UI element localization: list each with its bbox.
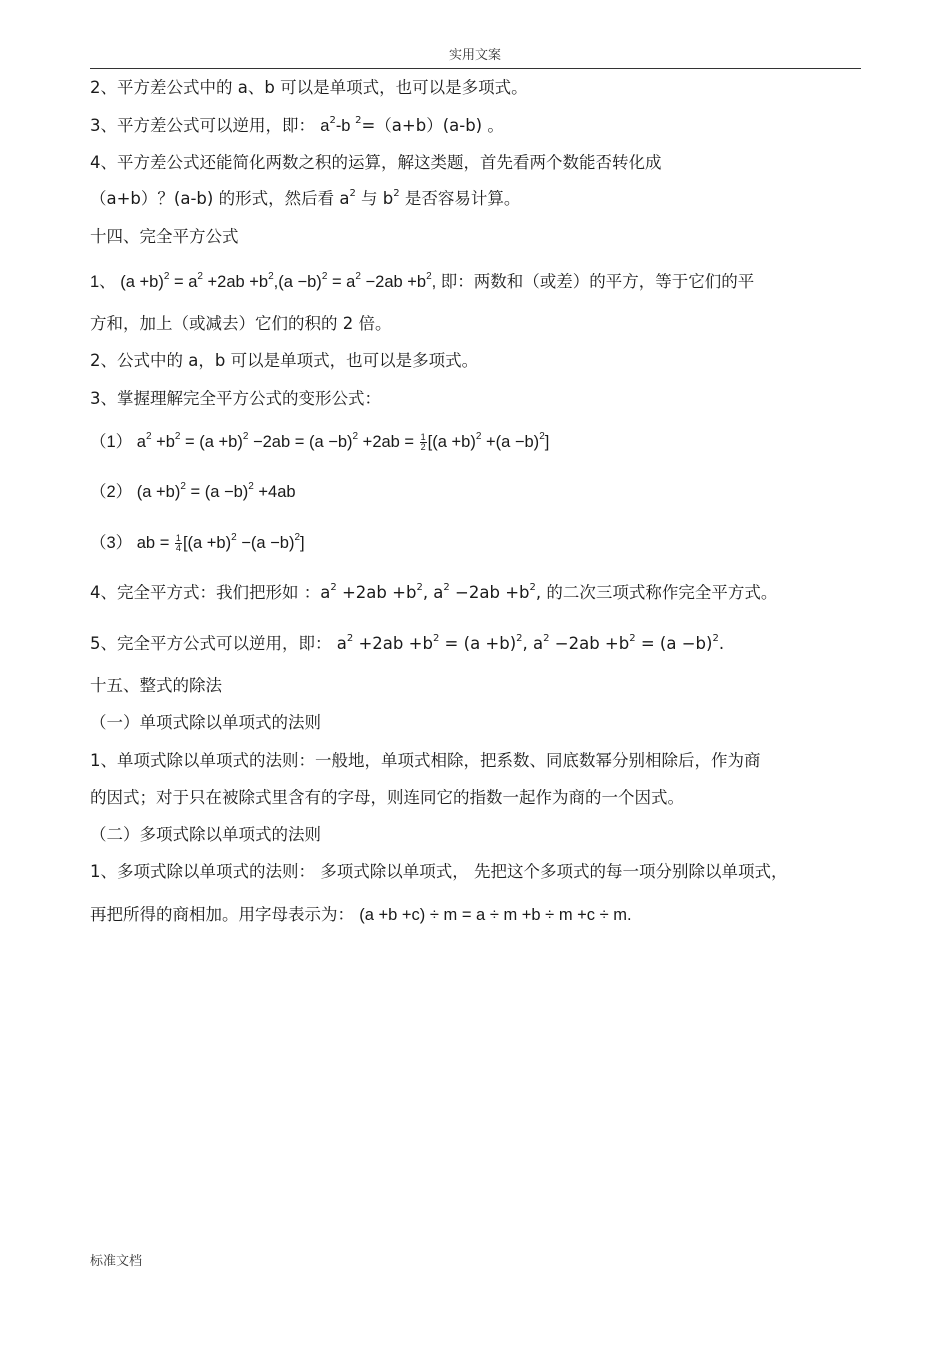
text-line: 3、平方差公式可以逆用，即： $a^2-b$ $^2$=（a+b）(a-b) 。 bbox=[90, 114, 504, 135]
text-line: 4、平方差公式还能简化两数之积的运算，解这类题，首先看两个数能否转化成 bbox=[90, 153, 662, 172]
formula-line: 5、完全平方公式可以逆用，即： $a^2 +2ab +b^2 = (a +b)^2$, $a^2 -2ab +b^2 = (a -b)^2$. bbox=[90, 632, 725, 653]
formula-line: 4、完全平方式：我们把形如 ：$a^2 +2ab +b^2$, $a^2 -2ab +b^2$, 的二次三项式称作完全平方式。 bbox=[90, 581, 778, 602]
text-line: 1、多项式除以单项式的法则： 多项式除以单项式， 先把这个多项式的每一项分别除以单项式， bbox=[90, 862, 788, 881]
page-header-title: 实用文案 bbox=[448, 48, 501, 63]
header-divider bbox=[90, 68, 861, 69]
formula-line: 再把所得的商相加。用字母表示为： (a +b +c) ÷ m = a ÷ m +b ÷ m +c ÷ m. bbox=[90, 905, 632, 924]
section-heading: 十五、整式的除法 bbox=[90, 676, 222, 695]
text-line: 2、平方差公式中的 a、b 可以是单项式，也可以是多项式。 bbox=[90, 78, 528, 97]
text-line: 2、公式中的 a，b 可以是单项式，也可以是多项式。 bbox=[90, 351, 479, 370]
page-footer: 标准文档 bbox=[90, 1254, 143, 1269]
formula-line: （1） $a^2 +b^2 = (a +b)^2 -2ab = (a -b)^2 +2ab$ = $\frac{1}{2}$ $[(a +b)^2 +(a -b)^2]$ bbox=[90, 430, 550, 453]
fraction: $\frac{1}{4}$ bbox=[175, 533, 181, 554]
text-line: 方和，加上（或减去）它们的积的 2 倍。 bbox=[90, 314, 392, 333]
text-line: 3、掌握理解完全平方公式的变形公式： bbox=[90, 389, 381, 408]
fraction: $\frac{1}{2}$ bbox=[420, 432, 426, 453]
subsection-heading: （一）单项式除以单项式的法则 bbox=[90, 713, 321, 732]
section-heading: 十四、完全平方公式 bbox=[90, 227, 239, 246]
subsection-heading: （二）多项式除以单项式的法则 bbox=[90, 825, 321, 844]
text-line: （a+b）？(a-b) 的形式，然后看 $a^2$ 与 $b^2$ 是否容易计算。 bbox=[90, 187, 521, 208]
text-line: 的因式；对于只在被除式里含有的字母，则连同它的指数一起作为商的一个因式。 bbox=[90, 788, 684, 807]
formula-line: 1、 $(a +b)^2 = a^2 +2ab +b^2,(a -b)^2 = a^2 -2ab +b^2$, 即：两数和（或差）的平方，等于它们的平 bbox=[90, 270, 755, 291]
text-line: 1、单项式除以单项式的法则：一般地，单项式相除，把系数、同底数幂分别相除后，作为商 bbox=[90, 751, 761, 770]
formula-line: （2） $(a +b)^2 = (a -b)^2 +4ab$ bbox=[90, 480, 296, 501]
formula-line: （3） ab = $\frac{1}{4}$ $[(a +b)^2 -(a -b)^2]$ bbox=[90, 531, 305, 554]
